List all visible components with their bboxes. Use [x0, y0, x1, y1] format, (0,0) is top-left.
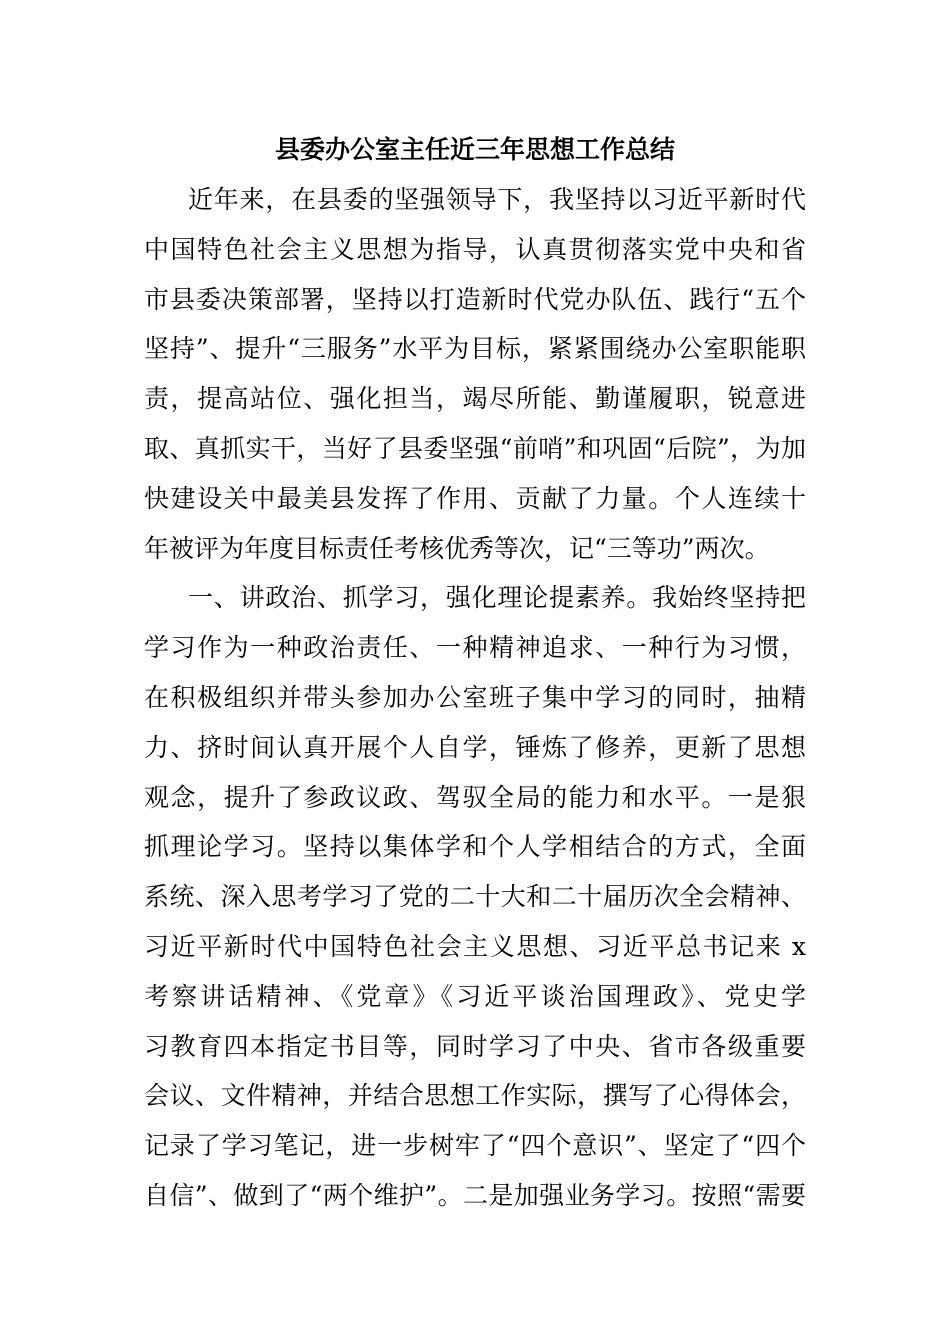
paragraph-line: 习教育四本指定书目等，同时学习了中央、省市各级重要 — [144, 1031, 806, 1061]
document-body — [144, 175, 806, 1221]
paragraph-line: 习近平新时代中国特色社会主义思想、习近平总书记来 x — [144, 931, 806, 961]
document-title: 县委办公室主任近三年思想工作总结 — [274, 135, 675, 164]
paragraph-line: 市县委决策部署，坚持以打造新时代党办队伍、践行“五个 — [144, 284, 806, 314]
paragraph-line: 力、挤时间认真开展个人自学，锤炼了修养，更新了思想 — [144, 732, 806, 762]
paragraph-line: 记录了学习笔记，进一步树牢了“四个意识”、坚定了“四个 — [144, 1131, 806, 1161]
paragraph-line: 快建设关中最美县发挥了作用、贡献了力量。个人连续十 — [144, 483, 806, 513]
paragraph-line: 系统、深入思考学习了党的二十大和二十届历次全会精神、 — [144, 882, 806, 912]
paragraph-line: 自信”、做到了“两个维护”。二是加强业务学习。按照“需要 — [144, 1180, 806, 1210]
paragraph-line: 取、真抓实干，当好了县委坚强“前哨”和巩固“后院”，为加 — [144, 433, 806, 463]
paragraph-line: 中国特色社会主义思想为指导，认真贯彻落实党中央和省 — [144, 234, 806, 264]
paragraph-line: 学习作为一种政治责任、一种精神追求、一种行为习惯， — [144, 633, 806, 663]
paragraph-line: 责，提高站位、强化担当，竭尽所能、勤谨履职，锐意进 — [144, 384, 806, 414]
paragraph-line: 近年来，在县委的坚强领导下，我坚持以习近平新时代 — [188, 185, 806, 214]
paragraph-line: 年被评为年度目标责任考核优秀等次，记“三等功”两次。 — [144, 533, 770, 563]
section-heading-line: 一、讲政治、抓学习，强化理论提素养。我始终坚持把 — [188, 583, 806, 613]
paragraph-line: 抓理论学习。坚持以集体学和个人学相结合的方式，全面 — [144, 832, 806, 862]
paragraph-line: 考察讲话精神、《党章》《习近平谈治国理政》、党史学 — [144, 981, 806, 1011]
paragraph-line: 观念，提升了参政议政、驾驭全局的能力和水平。一是狠 — [144, 782, 806, 812]
paragraph-line: 会议、文件精神，并结合思想工作实际，撰写了心得体会， — [144, 1081, 806, 1111]
paragraph-line: 坚持”、提升“三服务”水平为目标，紧紧围绕办公室职能职 — [144, 334, 806, 364]
paragraph-line: 在积极组织并带头参加办公室班子集中学习的同时，抽精 — [144, 682, 806, 712]
